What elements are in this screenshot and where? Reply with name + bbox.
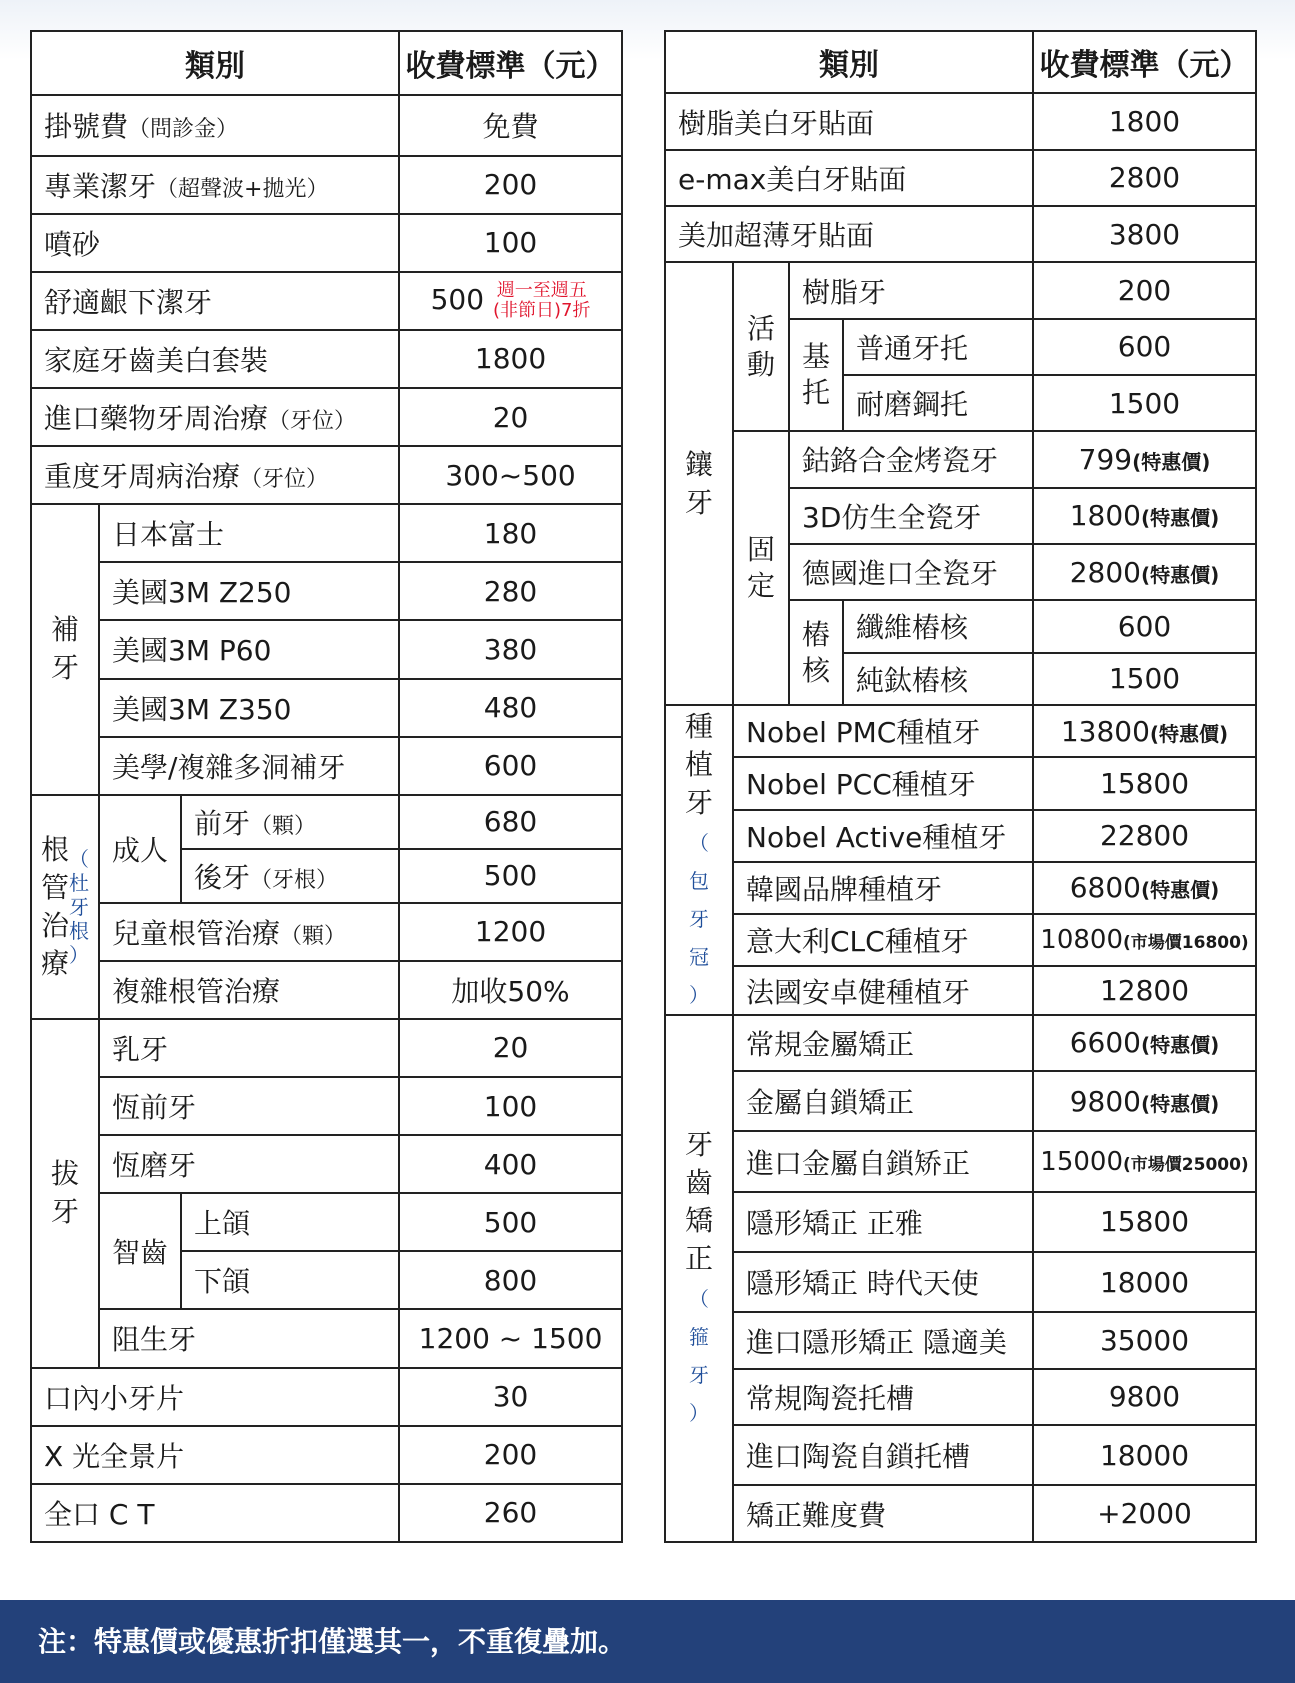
category-sublabel: （ 包 牙 冠 ） — [689, 830, 709, 1007]
item-label: 恆前牙 — [99, 1077, 399, 1135]
item-fee: 800 — [399, 1251, 622, 1309]
item-label: 進口藥物牙周治療 — [44, 402, 269, 435]
table-row — [665, 705, 1256, 757]
promo-badge: 週一至週五 (非節日)7折 — [492, 279, 591, 321]
item-label: 樹脂美白牙貼面 — [665, 93, 1033, 149]
item-fee: 600 — [1033, 319, 1256, 375]
item-fee: 20 — [399, 388, 622, 446]
item-fee: 380 — [399, 620, 622, 678]
item-label: Nobel PMC種植牙 — [733, 705, 1033, 757]
item-label: 舒適齦下潔牙 — [31, 272, 399, 330]
item-fee: 35000 — [1033, 1312, 1256, 1368]
item-label: 阻生牙 — [99, 1309, 399, 1367]
item-fee: 13800 — [1060, 714, 1150, 748]
table-row — [31, 1309, 622, 1367]
fixed-label: 固 定 — [733, 431, 789, 705]
table-row — [665, 1485, 1256, 1542]
item-label: 美國3M Z350 — [99, 679, 399, 737]
category-label: 補 牙 — [50, 613, 79, 685]
header-category: 類別 — [31, 31, 399, 95]
item-label: Nobel PCC種植牙 — [733, 757, 1033, 809]
table-row — [31, 330, 622, 388]
category-extraction — [31, 1019, 99, 1368]
item-fee: +2000 — [1033, 1485, 1256, 1542]
item-label: 美學/複雜多洞補牙 — [99, 737, 399, 795]
item-fee: 180 — [399, 504, 622, 562]
item-label: 純鈦樁核 — [843, 653, 1033, 705]
table-row — [31, 620, 622, 678]
table-row — [665, 757, 1256, 809]
item-label: 法國安卓健種植牙 — [733, 966, 1033, 1014]
wisdom-label: 智齒 — [99, 1193, 181, 1309]
item-fee: 200 — [1033, 262, 1256, 318]
item-fee: 12800 — [1033, 966, 1256, 1014]
item-label: 德國進口全瓷牙 — [789, 544, 1033, 600]
item-fee: 280 — [399, 562, 622, 620]
item-fee: 300~500 — [399, 446, 622, 504]
header-category: 類別 — [665, 31, 1033, 93]
item-fee: 260 — [399, 1484, 622, 1542]
table-row — [31, 1426, 622, 1484]
item-label: 兒童根管治療 — [112, 916, 281, 950]
item-label: 常規金屬矯正 — [733, 1015, 1033, 1071]
item-label: 常規陶瓷托槽 — [733, 1369, 1033, 1425]
item-fee: 200 — [399, 1426, 622, 1484]
table-row — [665, 150, 1256, 206]
category-sublabel: （ 杜 牙 根 ） — [69, 846, 89, 967]
table-row — [665, 1252, 1256, 1312]
item-fee: 1200 ~ 1500 — [399, 1309, 622, 1367]
item-fee: 加收50% — [399, 961, 622, 1019]
table-row — [665, 206, 1256, 262]
footer-note: 注：特惠價或優惠折扣僅選其一，不重復疊加。 — [0, 1600, 1295, 1683]
item-fee: 2800 — [1033, 150, 1256, 206]
category-ortho — [665, 1015, 733, 1542]
item-label: 隱形矯正 時代天使 — [733, 1252, 1033, 1312]
table-row — [31, 504, 622, 562]
item-fee: 15800 — [1033, 1192, 1256, 1252]
item-note: （問診金） — [128, 117, 239, 143]
table-row — [665, 1369, 1256, 1425]
item-label: 進口陶瓷自鎖托槽 — [733, 1425, 1033, 1485]
adult-label: 成人 — [99, 795, 181, 903]
table-row — [31, 737, 622, 795]
item-label: 日本富士 — [99, 504, 399, 562]
item-label: 掛號費 — [44, 110, 129, 144]
item-label: 全口 C T — [31, 1484, 399, 1542]
item-fee: 500 — [430, 282, 485, 316]
item-label: 纖維樁核 — [843, 600, 1033, 652]
table-row — [31, 903, 622, 961]
item-fee: 免費 — [399, 95, 622, 155]
category-implant — [665, 705, 733, 1015]
table-row — [31, 1484, 622, 1542]
table-row — [665, 1131, 1256, 1191]
price-tag: (特惠價) — [1140, 1033, 1220, 1058]
table-row — [31, 795, 622, 849]
item-fee: 500 — [399, 1193, 622, 1251]
item-fee: 6600 — [1069, 1026, 1141, 1060]
item-fee: 480 — [399, 679, 622, 737]
item-fee: 1500 — [1033, 653, 1256, 705]
category-label: 拔 牙 — [50, 1157, 79, 1229]
table-row — [31, 95, 622, 155]
right-price-table — [664, 30, 1257, 1543]
price-tag: (特惠價) — [1140, 878, 1220, 903]
header-fee: 收費標準（元） — [1033, 31, 1256, 93]
item-fee: 9800 — [1069, 1084, 1141, 1118]
item-fee: 9800 — [1033, 1369, 1256, 1425]
table-row — [665, 1425, 1256, 1485]
item-label: 噴砂 — [31, 214, 399, 272]
item-label: 重度牙周病治療 — [44, 460, 241, 494]
item-label: 隱形矯正 正雅 — [733, 1192, 1033, 1252]
item-fee: 1800 — [1069, 499, 1141, 533]
table-row — [31, 388, 622, 446]
item-fee: 500 — [399, 849, 622, 903]
item-label: 上頜 — [181, 1193, 399, 1251]
item-label: 美國3M P60 — [99, 620, 399, 678]
table-row — [665, 262, 1256, 318]
item-label: X 光全景片 — [31, 1426, 399, 1484]
table-row — [31, 1193, 622, 1251]
category-label: 牙 齒 矯 正 — [684, 1128, 713, 1276]
table-row — [665, 810, 1256, 862]
item-fee: 15000 — [1040, 1146, 1124, 1177]
item-fee: 200 — [399, 156, 622, 214]
table-row — [665, 966, 1256, 1014]
item-label: 耐磨鋼托 — [843, 375, 1033, 431]
item-note: （牙位） — [268, 409, 357, 434]
table-row — [665, 914, 1256, 966]
table-row — [31, 961, 622, 1019]
item-fee: 22800 — [1033, 810, 1256, 862]
item-fee: 680 — [399, 795, 622, 849]
item-fee: 6800 — [1069, 871, 1141, 905]
table-row — [665, 93, 1256, 149]
table-row — [31, 214, 622, 272]
item-label: 進口金屬自鎖矫正 — [733, 1131, 1033, 1191]
item-label: 口內小牙片 — [31, 1368, 399, 1426]
item-note: （牙根） — [250, 867, 339, 893]
table-row — [31, 679, 622, 737]
item-label: 專業潔牙 — [44, 169, 157, 203]
base-label: 基 托 — [789, 319, 843, 432]
item-note: （顆） — [250, 813, 317, 839]
item-label: 複雜根管治療 — [99, 961, 399, 1019]
table-row — [31, 446, 622, 504]
item-fee: 100 — [399, 214, 622, 272]
item-label: 美國3M Z250 — [99, 562, 399, 620]
table-row — [31, 272, 622, 330]
category-sublabel: （ 箍 牙 ） — [689, 1287, 709, 1426]
header-fee: 收費標準（元） — [399, 31, 622, 95]
item-fee: 1800 — [399, 330, 622, 388]
item-label: 意大利CLC種植牙 — [733, 914, 1033, 966]
table-row — [665, 1071, 1256, 1131]
price-tag: (市場價25000) — [1123, 1154, 1249, 1175]
category-root-canal — [31, 795, 99, 1019]
item-label: 金屬自鎖矯正 — [733, 1071, 1033, 1131]
item-fee: 600 — [1033, 600, 1256, 652]
item-fee: 15800 — [1033, 757, 1256, 809]
item-fee: 1500 — [1033, 375, 1256, 431]
table-row — [665, 862, 1256, 914]
item-label: 家庭牙齒美白套裝 — [31, 330, 399, 388]
item-label: 後牙 — [194, 860, 251, 894]
item-fee: 2800 — [1069, 555, 1141, 589]
left-price-table — [30, 30, 623, 1543]
item-label: 下頜 — [181, 1251, 399, 1309]
category-filling — [31, 504, 99, 795]
price-tag: (市場價16800) — [1123, 933, 1249, 954]
item-label: 樹脂牙 — [789, 262, 1033, 318]
item-fee: 18000 — [1033, 1252, 1256, 1312]
item-label: 矯正難度費 — [733, 1485, 1033, 1542]
category-denture — [665, 262, 733, 705]
item-label: Nobel Active種植牙 — [733, 810, 1033, 862]
price-tag: (特惠價) — [1140, 1091, 1220, 1116]
item-fee: 1800 — [1033, 93, 1256, 149]
table-row — [31, 1019, 622, 1077]
category-label: 根 管 治 療 — [40, 832, 69, 980]
item-fee: 799 — [1078, 442, 1133, 476]
item-label: 鈷鉻合金烤瓷牙 — [789, 431, 1033, 487]
item-label: 進口隱形矯正 隱適美 — [733, 1312, 1033, 1368]
item-fee: 400 — [399, 1135, 622, 1193]
post-label: 樁 核 — [789, 600, 843, 705]
item-note: （牙位） — [240, 467, 329, 493]
item-label: 普通牙托 — [843, 319, 1033, 375]
category-label: 鑲 牙 — [684, 447, 713, 519]
category-label: 種 植 牙 — [684, 709, 713, 819]
price-tag: (特惠價) — [1140, 506, 1220, 531]
item-label: 韓國品牌種植牙 — [733, 862, 1033, 914]
item-fee: 600 — [399, 737, 622, 795]
table-row — [31, 1368, 622, 1426]
item-label: 美加超薄牙貼面 — [665, 206, 1033, 262]
item-fee: 18000 — [1033, 1425, 1256, 1485]
item-label: 恆磨牙 — [99, 1135, 399, 1193]
item-label: e-max美白牙貼面 — [665, 150, 1033, 206]
item-note: （超聲波+拋光） — [156, 176, 329, 202]
item-fee: 100 — [399, 1077, 622, 1135]
table-row — [31, 156, 622, 214]
table-row — [31, 562, 622, 620]
item-note: （顆） — [280, 923, 347, 949]
table-row — [665, 1192, 1256, 1252]
item-fee: 1200 — [399, 903, 622, 961]
item-label: 前牙 — [194, 806, 251, 840]
item-label: 乳牙 — [99, 1019, 399, 1077]
table-row — [31, 1077, 622, 1135]
item-label: 3D仿生全瓷牙 — [789, 488, 1033, 544]
price-tag: (特惠價) — [1140, 562, 1220, 587]
item-fee: 3800 — [1033, 206, 1256, 262]
removable-label: 活 動 — [733, 262, 789, 431]
item-fee: 10800 — [1040, 925, 1124, 956]
table-row — [665, 1312, 1256, 1368]
item-fee: 30 — [399, 1368, 622, 1426]
table-row — [665, 431, 1256, 487]
price-tag: (特惠價) — [1132, 449, 1211, 474]
price-tag: (特惠價) — [1149, 721, 1229, 746]
table-row — [665, 1015, 1256, 1071]
table-row — [31, 1135, 622, 1193]
item-fee: 20 — [399, 1019, 622, 1077]
